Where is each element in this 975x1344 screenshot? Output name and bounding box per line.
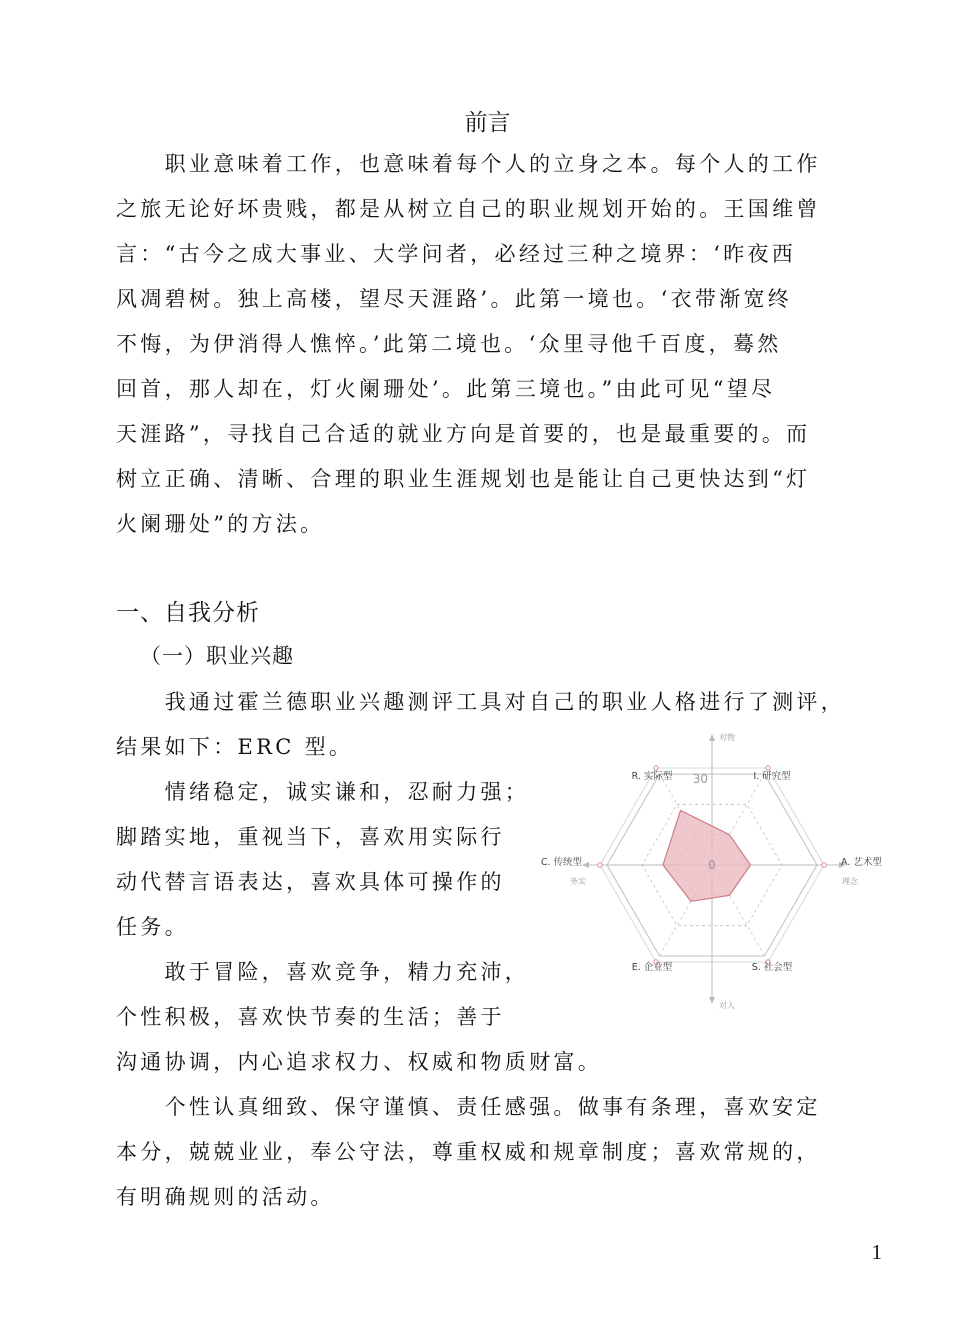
radar-category-label: S. 社会型 bbox=[751, 962, 793, 973]
traits-line: 动代替言语表达，喜欢具体可操作的 bbox=[116, 870, 505, 894]
axis-arrow-up bbox=[709, 734, 715, 741]
page-number: 1 bbox=[871, 1240, 882, 1264]
preface-line: 风凋碧树。独上高楼，望尽天涯路’。此第一境也。‘衣带渐宽终 bbox=[116, 287, 793, 311]
preface-line: 回首，那人却在，灯火阑珊处’。此第三境也。”由此可见“望尽 bbox=[116, 377, 776, 401]
radar-vertex-dot bbox=[654, 766, 658, 770]
traits-line: 任务。 bbox=[116, 915, 189, 939]
preface-line: 天涯路”，寻找自己合适的就业方向是首要的，也是最重要的。而 bbox=[116, 422, 811, 446]
radar-category-label: E. 企业型 bbox=[631, 962, 673, 973]
traits-line: 情绪稳定，诚实谦和，忍耐力强； bbox=[116, 780, 530, 804]
preface-line: 言：“古今之成大事业、大学问者，必经过三种之境界：‘昨夜西 bbox=[116, 242, 797, 266]
preface-line: 树立正确、清晰、合理的职业生涯规划也是能让自己更快达到“灯 bbox=[116, 467, 811, 491]
axis-arrow-down bbox=[709, 997, 715, 1004]
preface-line: 之旅无论好坏贵贱，都是从树立自己的职业规划开始的。王国维曾 bbox=[116, 197, 821, 221]
radar-axis-label-bottom: 对人 bbox=[719, 1001, 735, 1010]
traits-realistic-paragraph bbox=[116, 770, 529, 950]
radar-category-label: R. 实际型 bbox=[631, 771, 673, 782]
intro-line: 我通过霍兰德职业兴趣测评工具对自己的职业人格进行了测评， bbox=[116, 690, 845, 714]
traits-line: 敢于冒险，喜欢竞争，精力充沛， bbox=[116, 960, 530, 984]
radar-vertex-dot bbox=[598, 863, 602, 867]
axis-arrow-left bbox=[582, 862, 589, 868]
radar-axis-label-right: 理念 bbox=[842, 877, 858, 886]
preface-line: 职业意味着工作，也意味着每个人的立身之本。每个人的工作 bbox=[116, 152, 821, 176]
traits-line: 沟通协调，内心追求权力、权威和物质财富。 bbox=[116, 1050, 602, 1074]
radar-center-label: 0 bbox=[708, 858, 716, 872]
radar-category-label: C. 传统型 bbox=[540, 857, 582, 868]
preface-line: 火阑珊处”的方法。 bbox=[116, 512, 325, 536]
holland-radar-chart bbox=[540, 728, 882, 1018]
radar-max-label: 30 bbox=[692, 772, 708, 786]
traits-line: 脚踏实地，重视当下，喜欢用实际行 bbox=[116, 825, 505, 849]
radar-data-area bbox=[663, 810, 751, 901]
traits-line: 个性认真细致、保守谨慎、责任感强。做事有条理，喜欢安定 bbox=[116, 1095, 821, 1119]
traits-conventional-paragraph bbox=[116, 1085, 821, 1220]
intro-line: 结果如下：ERC 型。 bbox=[116, 735, 354, 759]
page-title: 前言 bbox=[464, 110, 511, 136]
radar-axis-label-left: 务实 bbox=[570, 877, 586, 886]
subsection-heading: （一）职业兴趣 bbox=[140, 644, 294, 668]
section-heading: 一、自我分析 bbox=[116, 600, 260, 626]
preface-paragraph bbox=[116, 142, 821, 547]
traits-line: 有明确规则的活动。 bbox=[116, 1185, 335, 1209]
radar-axis-label-top: 对物 bbox=[719, 733, 735, 742]
preface-line: 不悔，为伊消得人憔悴。’此第二境也。‘众里寻他千百度，蓦然 bbox=[116, 332, 782, 356]
radar-category-label: I. 研究型 bbox=[753, 771, 791, 782]
radar-vertex-dot bbox=[766, 766, 770, 770]
radar-category-label: A. 艺术型 bbox=[841, 857, 882, 868]
traits-line: 个性积极，喜欢快节奏的生活；善于 bbox=[116, 1005, 505, 1029]
traits-enterprising-paragraph bbox=[116, 950, 602, 1085]
radar-vertex-dot bbox=[822, 863, 826, 867]
traits-line: 本分，兢兢业业，奉公守法，尊重权威和规章制度；喜欢常规的， bbox=[116, 1140, 821, 1164]
